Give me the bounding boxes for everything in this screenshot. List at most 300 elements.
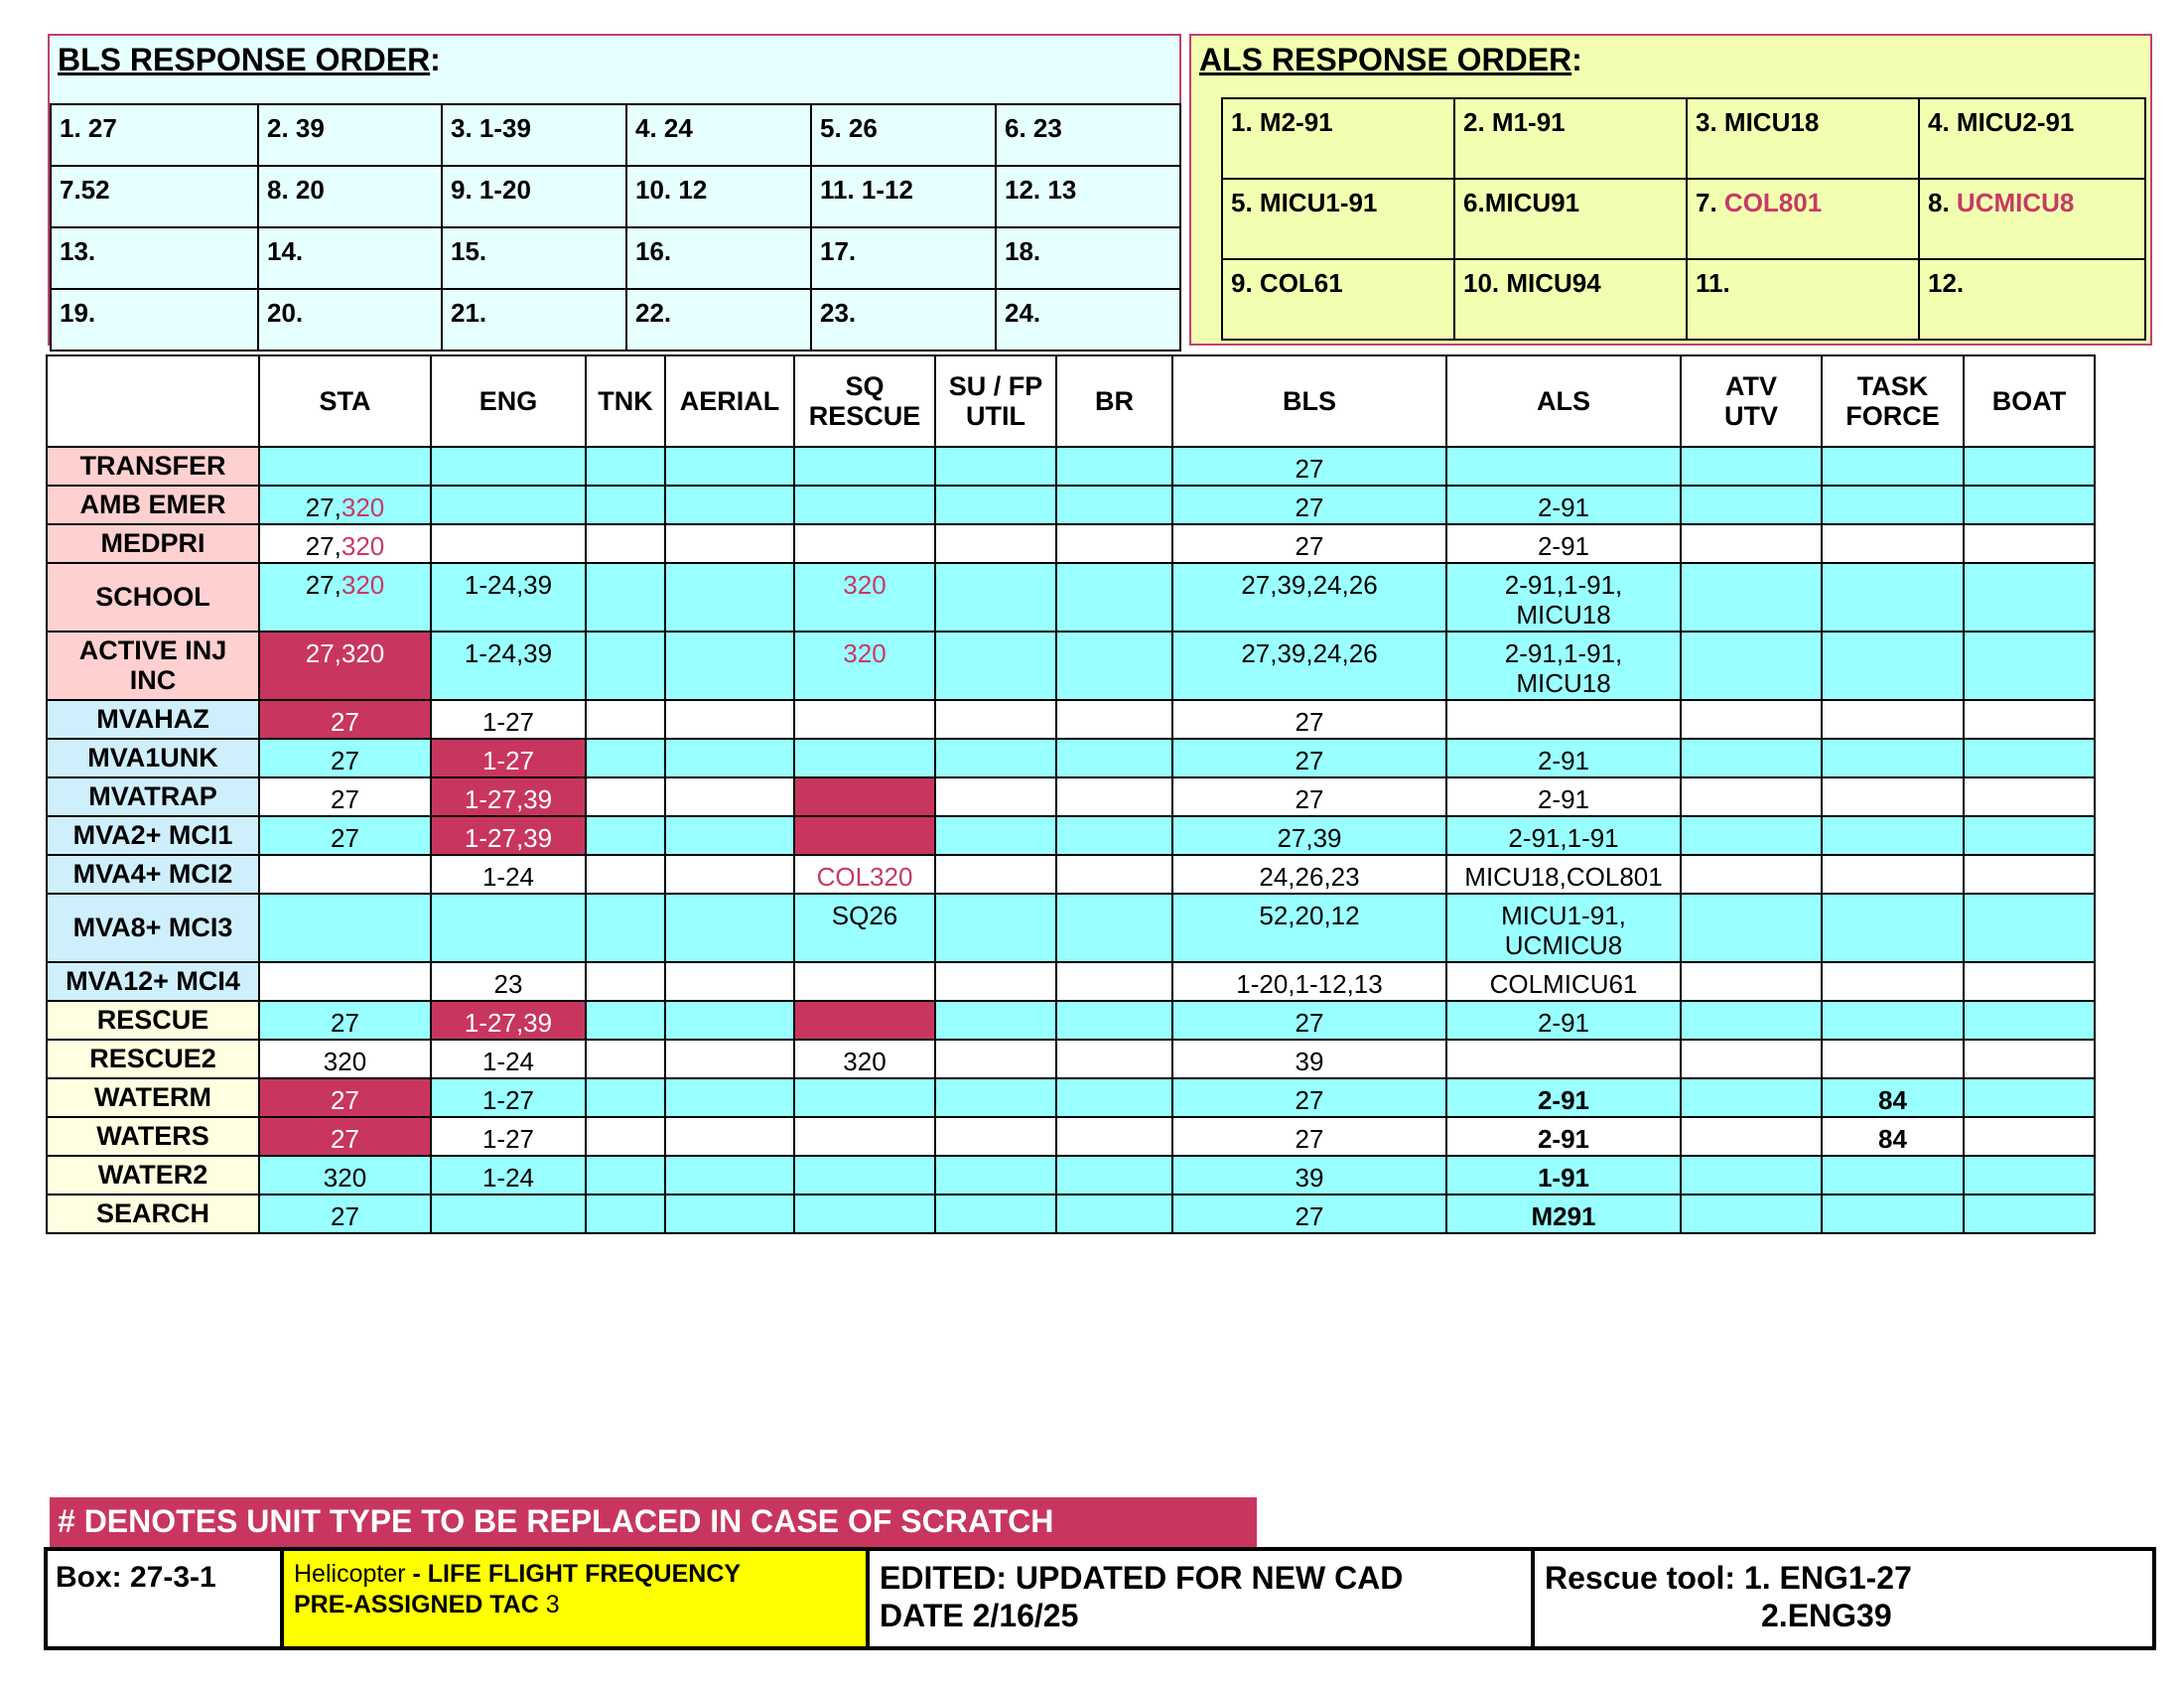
cell-value: 27 (331, 1124, 359, 1154)
cell-value: 84 (1878, 1085, 1907, 1115)
cell-value: 2-91 (1537, 1124, 1590, 1154)
cell-value: 1-20,1-12,13 (1236, 969, 1383, 999)
response-row (47, 1156, 2095, 1195)
als-order-unit: MICU2-91 (1956, 107, 2075, 137)
row-label: MVA1UNK (47, 739, 259, 777)
cell-boat (1964, 700, 2095, 739)
cell-aerial (665, 1078, 794, 1117)
row-label: TRANSFER (47, 447, 259, 486)
cell-aerial (665, 1156, 794, 1195)
cell-als (1446, 816, 1681, 855)
row-label: ACTIVE INJ INC (47, 632, 259, 700)
cell-br (1056, 524, 1172, 563)
cell-atv (1681, 816, 1822, 855)
als-order-unit: MICU94 (1506, 268, 1601, 298)
cell-atv (1681, 1195, 1822, 1233)
row-label: RESCUE (47, 1001, 259, 1040)
cell-value: 27 (331, 746, 359, 775)
cell-value: 27 (1295, 746, 1324, 775)
cell-eng (431, 1040, 586, 1078)
cell-sta (259, 1040, 431, 1078)
cell-value: 1-27,39 (464, 784, 553, 814)
cell-br (1056, 816, 1172, 855)
bls-order-cell: 7.52 (51, 166, 258, 227)
cell-bls (1172, 777, 1446, 816)
cell-atv (1681, 1078, 1822, 1117)
cell-br (1056, 447, 1172, 486)
cell-task (1822, 739, 1964, 777)
als-order-cell (1222, 259, 1454, 340)
cell-eng (431, 777, 586, 816)
cell-tnk (586, 816, 665, 855)
cell-sta (259, 524, 431, 563)
cell-task (1822, 563, 1964, 632)
response-row (47, 524, 2095, 563)
cell-task (1822, 894, 1964, 962)
cell-bls (1172, 1001, 1446, 1040)
response-row (47, 1195, 2095, 1233)
als-order-cell (1687, 259, 1919, 340)
cell-tnk (586, 1156, 665, 1195)
cell-value-red: 320 (843, 570, 887, 600)
als-order-number: 4. (1928, 107, 1957, 137)
cell-aerial (665, 1001, 794, 1040)
cell-br (1056, 1156, 1172, 1195)
cell-sq (794, 447, 935, 486)
cell-sq (794, 700, 935, 739)
response-row (47, 1001, 2095, 1040)
cell-value: 84 (1878, 1124, 1907, 1154)
cell-value: 39 (1295, 1163, 1324, 1193)
cell-eng (431, 894, 586, 962)
cell-als (1446, 1156, 1681, 1195)
cell-br (1056, 1001, 1172, 1040)
cell-als (1446, 1117, 1681, 1156)
cell-br (1056, 1195, 1172, 1233)
cell-eng (431, 524, 586, 563)
bls-order-cell: 22. (626, 289, 811, 351)
cell-bls (1172, 739, 1446, 777)
response-row (47, 1040, 2095, 1078)
cell-sq (794, 855, 935, 894)
cell-atv (1681, 894, 1822, 962)
column-header-task: TASK FORCE (1822, 355, 1964, 447)
cell-eng (431, 1117, 586, 1156)
response-row (47, 962, 2095, 1001)
cell-atv (1681, 1040, 1822, 1078)
als-order-cell (1919, 259, 2145, 340)
cell-value: 27 (331, 1085, 359, 1115)
row-label: WATER2 (47, 1156, 259, 1195)
cell-boat (1964, 739, 2095, 777)
column-header-boat: BOAT (1964, 355, 2095, 447)
cell-sq (794, 486, 935, 524)
als-order-unit: COL61 (1259, 268, 1343, 298)
cell-value: 1-27 (481, 746, 535, 775)
response-row (47, 1117, 2095, 1156)
cell-atv (1681, 563, 1822, 632)
cell-atv (1681, 524, 1822, 563)
cell-value: 27 (331, 1201, 359, 1231)
cell-task (1822, 447, 1964, 486)
cell-value: 27, (305, 531, 341, 561)
cell-boat (1964, 1195, 2095, 1233)
row-label: MVA8+ MCI3 (47, 894, 259, 962)
cell-value-red: 320 (341, 492, 385, 522)
cell-boat (1964, 1078, 2095, 1117)
cell-value: 27,39,24,26 (1241, 570, 1378, 600)
cell-eng (431, 1195, 586, 1233)
bls-order-cell: 2. 39 (258, 104, 442, 166)
cell-boat (1964, 1001, 2095, 1040)
cell-su (935, 739, 1056, 777)
cell-als (1446, 700, 1681, 739)
als-order-number: 2. (1463, 107, 1492, 137)
bls-order-row (51, 227, 1180, 289)
cell-boat (1964, 777, 2095, 816)
cell-tnk (586, 524, 665, 563)
cell-eng (431, 816, 586, 855)
row-label: MVA2+ MCI1 (47, 816, 259, 855)
cell-tnk (586, 1195, 665, 1233)
rescue-tool-line-1: Rescue tool: 1. ENG1-27 (1545, 1560, 1912, 1596)
response-row (47, 777, 2095, 816)
bls-order-cell: 23. (811, 289, 996, 351)
cell-br (1056, 632, 1172, 700)
cell-als (1446, 1001, 1681, 1040)
als-order-cell (1687, 179, 1919, 259)
cell-boat (1964, 486, 2095, 524)
cell-eng (431, 1156, 586, 1195)
cell-task (1822, 816, 1964, 855)
cell-sq (794, 1195, 935, 1233)
response-row (47, 739, 2095, 777)
cell-sta (259, 855, 431, 894)
cell-value: 1-24 (481, 1163, 535, 1193)
als-order-number: 10. (1463, 268, 1507, 298)
cell-sq (794, 1040, 935, 1078)
cell-eng (431, 1078, 586, 1117)
cell-aerial (665, 1117, 794, 1156)
cell-als (1446, 855, 1681, 894)
cell-als (1446, 962, 1681, 1001)
cell-value: 1-24,39 (464, 638, 553, 668)
cell-value: 2-91,1-91, MICU18 (1504, 638, 1623, 698)
scratch-note-banner: # DENOTES UNIT TYPE TO BE REPLACED IN CASE OF SCRATCH (50, 1497, 1257, 1547)
bls-order-row (51, 166, 1180, 227)
cell-task (1822, 486, 1964, 524)
cell-task (1822, 700, 1964, 739)
cell-value: 27 (1295, 707, 1324, 737)
cell-su (935, 1117, 1056, 1156)
cell-eng (431, 739, 586, 777)
cell-bls (1172, 563, 1446, 632)
cell-su (935, 894, 1056, 962)
als-order-cell (1687, 98, 1919, 179)
cell-tnk (586, 486, 665, 524)
cell-eng (431, 563, 586, 632)
cell-br (1056, 1117, 1172, 1156)
cell-als (1446, 894, 1681, 962)
cell-sq (794, 1078, 935, 1117)
als-order-number: 11. (1696, 268, 1730, 298)
cell-br (1056, 777, 1172, 816)
bls-order-cell: 24. (996, 289, 1180, 351)
cell-task (1822, 1040, 1964, 1078)
bls-order-cell: 16. (626, 227, 811, 289)
cell-value: M291 (1531, 1201, 1596, 1231)
response-row (47, 563, 2095, 632)
cell-value: 1-27 (481, 707, 535, 737)
bls-order-cell: 6. 23 (996, 104, 1180, 166)
cell-value: 1-27 (481, 1124, 535, 1154)
cell-value: 2-91 (1537, 1008, 1590, 1038)
als-order-unit: MICU1-91 (1259, 188, 1378, 217)
bls-order-cell: 11. 1-12 (811, 166, 996, 227)
life-flight-frequency: - LIFE FLIGHT FREQUENCY (405, 1560, 742, 1588)
cell-als (1446, 563, 1681, 632)
cell-sta (259, 486, 431, 524)
cell-sta (259, 1001, 431, 1040)
cell-task (1822, 1078, 1964, 1117)
cell-bls (1172, 816, 1446, 855)
cell-sq (794, 816, 935, 855)
cell-value: 27 (1295, 531, 1324, 561)
cell-atv (1681, 962, 1822, 1001)
cell-br (1056, 700, 1172, 739)
cell-atv (1681, 632, 1822, 700)
cell-sq (794, 962, 935, 1001)
response-row (47, 486, 2095, 524)
column-header-sq: SQ RESCUE (794, 355, 935, 447)
als-order-row (1222, 98, 2145, 179)
cell-bls (1172, 1156, 1446, 1195)
als-order-unit: M1-91 (1491, 107, 1566, 137)
response-row (47, 855, 2095, 894)
cell-value: 27,39,24,26 (1241, 638, 1378, 668)
als-order-unit: MICU91 (1484, 188, 1580, 217)
cell-sq (794, 524, 935, 563)
bls-order-row (51, 104, 1180, 166)
bls-order-cell: 18. (996, 227, 1180, 289)
cell-sta (259, 632, 431, 700)
cell-aerial (665, 739, 794, 777)
cell-als (1446, 1040, 1681, 1078)
cell-value: SQ26 (831, 901, 898, 930)
cell-als (1446, 486, 1681, 524)
cell-sta (259, 894, 431, 962)
cell-value-red: 320 (843, 638, 887, 668)
rescue-tool-info (1535, 1551, 2152, 1646)
response-row (47, 632, 2095, 700)
cell-task (1822, 632, 1964, 700)
cell-sq (794, 894, 935, 962)
cell-task (1822, 777, 1964, 816)
cell-tnk (586, 563, 665, 632)
cell-eng (431, 486, 586, 524)
als-order-cell (1454, 98, 1687, 179)
cell-value: COLMICU61 (1489, 969, 1638, 999)
cell-value: 2-91 (1537, 746, 1590, 775)
cell-su (935, 700, 1056, 739)
bls-order-cell: 21. (442, 289, 626, 351)
cell-boat (1964, 1156, 2095, 1195)
cell-boat (1964, 962, 2095, 1001)
cell-value: 27,39 (1277, 823, 1342, 853)
box-number: Box: 27-3-1 (48, 1551, 284, 1646)
cell-atv (1681, 1001, 1822, 1040)
cell-br (1056, 894, 1172, 962)
cell-aerial (665, 962, 794, 1001)
cell-aerial (665, 524, 794, 563)
column-header-sta: STA (259, 355, 431, 447)
column-header-aerial: AERIAL (665, 355, 794, 447)
cell-su (935, 524, 1056, 563)
cell-bls (1172, 894, 1446, 962)
cell-su (935, 486, 1056, 524)
cell-tnk (586, 1040, 665, 1078)
cell-bls (1172, 1117, 1446, 1156)
cell-atv (1681, 855, 1822, 894)
pre-assigned-tac-label: PRE-ASSIGNED TAC (294, 1591, 546, 1618)
cell-sta (259, 700, 431, 739)
cell-value: 27 (1295, 1124, 1324, 1154)
column-header-eng: ENG (431, 355, 586, 447)
cell-value: 2-91 (1537, 492, 1590, 522)
row-label: RESCUE2 (47, 1040, 259, 1078)
bls-order-cell: 14. (258, 227, 442, 289)
cell-su (935, 816, 1056, 855)
cell-sta (259, 777, 431, 816)
cell-value-red: 320 (341, 570, 385, 600)
column-header-bls: BLS (1172, 355, 1446, 447)
als-order-cell (1919, 98, 2145, 179)
bls-order-cell: 17. (811, 227, 996, 289)
als-order-unit: MICU18 (1723, 107, 1820, 137)
column-header-atv: ATV UTV (1681, 355, 1822, 447)
cell-aerial (665, 855, 794, 894)
cell-task (1822, 962, 1964, 1001)
row-label: AMB EMER (47, 486, 259, 524)
helicopter-info (284, 1551, 870, 1646)
cell-su (935, 1040, 1056, 1078)
cell-value: 1-27 (481, 1085, 535, 1115)
cell-value: 27 (1295, 1201, 1324, 1231)
cell-bls (1172, 855, 1446, 894)
cell-boat (1964, 894, 2095, 962)
als-order-unit: UCMICU8 (1956, 188, 2075, 217)
cell-value: 24,26,23 (1259, 862, 1360, 892)
cell-value: 27 (331, 707, 359, 737)
cell-value: 2-91 (1537, 784, 1590, 814)
cell-value: 320 (323, 1163, 367, 1193)
cell-value-red: 320 (341, 531, 385, 561)
tac-number: 3 (545, 1591, 560, 1618)
cell-eng (431, 632, 586, 700)
cell-br (1056, 1040, 1172, 1078)
cell-als (1446, 777, 1681, 816)
edited-note: EDITED: UPDATED FOR NEW CAD (880, 1560, 1404, 1596)
row-label: WATERM (47, 1078, 259, 1117)
bls-order-row (51, 289, 1180, 351)
als-order-number: 12. (1928, 268, 1965, 298)
cell-tnk (586, 1117, 665, 1156)
cell-sta (259, 1156, 431, 1195)
als-order-unit: COL801 (1723, 188, 1823, 217)
cell-value: 2-91 (1537, 1085, 1590, 1115)
cell-bls (1172, 1078, 1446, 1117)
column-header-als: ALS (1446, 355, 1681, 447)
response-grid (46, 354, 2096, 1234)
response-row (47, 894, 2095, 962)
cell-aerial (665, 632, 794, 700)
als-order-number: 6. (1463, 188, 1485, 217)
row-label: MVA12+ MCI4 (47, 962, 259, 1001)
cell-aerial (665, 1195, 794, 1233)
cell-tnk (586, 632, 665, 700)
bls-order-table (50, 103, 1181, 352)
als-order-cell (1919, 179, 2145, 259)
cell-sta (259, 1195, 431, 1233)
cell-su (935, 447, 1056, 486)
cell-bls (1172, 524, 1446, 563)
bls-order-cell: 12. 13 (996, 166, 1180, 227)
als-order-number: 8. (1928, 188, 1957, 217)
cell-sq (794, 1001, 935, 1040)
cell-boat (1964, 563, 2095, 632)
cell-value: 320 (323, 1047, 367, 1076)
cell-task (1822, 524, 1964, 563)
helicopter-label: Helicopter (294, 1560, 406, 1588)
cell-tnk (586, 1078, 665, 1117)
als-order-row (1222, 179, 2145, 259)
cell-su (935, 777, 1056, 816)
cell-bls (1172, 700, 1446, 739)
cell-value: 27 (1295, 784, 1324, 814)
cell-value: 2-91 (1537, 531, 1590, 561)
cell-tnk (586, 1001, 665, 1040)
cell-br (1056, 1078, 1172, 1117)
cell-tnk (586, 777, 665, 816)
response-row (47, 1078, 2095, 1117)
cell-sta (259, 962, 431, 1001)
cell-sta (259, 816, 431, 855)
cell-bls (1172, 447, 1446, 486)
cell-sq (794, 1117, 935, 1156)
cell-su (935, 1001, 1056, 1040)
cell-br (1056, 739, 1172, 777)
cell-value: 27, (305, 570, 341, 600)
row-label: SEARCH (47, 1195, 259, 1233)
cell-sta (259, 1078, 431, 1117)
rescue-tool-line-2: 2.ENG39 (1761, 1598, 1892, 1633)
bls-order-cell: 1. 27 (51, 104, 258, 166)
row-label: MVATRAP (47, 777, 259, 816)
cell-boat (1964, 524, 2095, 563)
als-order-number: 5. (1231, 188, 1260, 217)
cell-value: 2-91,1-91, MICU18 (1504, 570, 1623, 630)
als-response-order-title: ALS RESPONSE ORDER: (1199, 42, 1582, 77)
cell-atv (1681, 1156, 1822, 1195)
column-header-label (47, 355, 259, 447)
als-response-order-panel (1189, 34, 2152, 346)
cell-su (935, 632, 1056, 700)
footer-info-bar (44, 1547, 2156, 1650)
cell-eng (431, 1001, 586, 1040)
bls-order-cell: 8. 20 (258, 166, 442, 227)
cell-als (1446, 1195, 1681, 1233)
row-label: SCHOOL (47, 563, 259, 632)
